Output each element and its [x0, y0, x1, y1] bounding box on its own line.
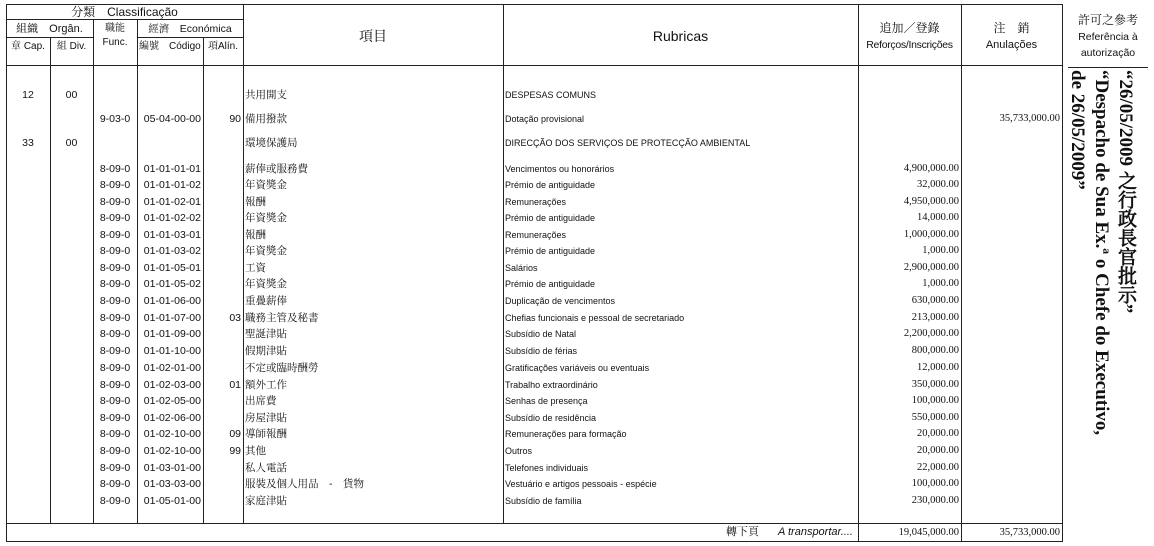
cell-item-zh: 報酬 [245, 196, 266, 208]
cell-func: 8-09-0 [99, 245, 131, 257]
cell-codigo: 01-02-10-00 [143, 428, 201, 440]
header-funcional-zh: 職能 [105, 23, 125, 34]
authorization-stamp [1062, 70, 1144, 530]
cell-rubrica: Vestuário e artigos pessoais - espécie [505, 479, 657, 489]
cell-reforco: 550,000.00 [911, 412, 959, 423]
cell-func: 8-09-0 [99, 495, 131, 507]
header-codigo: 編號 Código [139, 41, 201, 52]
cell-rubrica: Remunerações [505, 230, 567, 240]
cell-cap: 12 [22, 89, 34, 101]
cell-codigo: 01-02-01-00 [143, 362, 201, 374]
cell-codigo: 01-03-01-00 [143, 462, 201, 474]
cell-anulacao: 35,733,000.00 [999, 113, 1060, 124]
cell-codigo: 01-01-06-00 [143, 295, 201, 307]
cell-alinea: 90 [229, 113, 241, 125]
cell-rubrica: Subsídio de férias [505, 346, 578, 356]
cell-rubrica: Gratificações variáveis ou eventuais [505, 363, 650, 373]
cell-rubrica: Vencimentos ou honorários [505, 164, 615, 174]
cell-rubrica: Remunerações para formação [505, 429, 627, 439]
cell-reforco: 1,000,000.00 [903, 229, 959, 240]
cell-item-zh: 年資獎金 [245, 245, 287, 257]
col-rule-reforco [961, 4, 962, 542]
cell-rubrica: Duplicação de vencimentos [505, 296, 616, 306]
rule-referencia [1068, 67, 1148, 68]
cell-codigo: 01-01-01-01 [143, 163, 201, 175]
cell-codigo: 01-01-03-02 [143, 245, 201, 257]
cell-rubrica: Prémio de antiguidade [505, 180, 596, 190]
cell-rubrica: Chefias funcionais e pessoal de secretariado [505, 313, 685, 323]
rule-table-bottom [6, 523, 1062, 524]
cell-func: 8-09-0 [99, 345, 131, 357]
cell-item-zh: 年資獎金 [245, 212, 287, 224]
header-organica: 組織 Orgân. [16, 23, 83, 35]
cell-func: 8-09-0 [99, 462, 131, 474]
cell-item-zh: 家庭津貼 [245, 495, 287, 507]
rule-economica [137, 37, 243, 38]
header-cap: 章 Cap. [11, 41, 45, 52]
cell-item-zh: 職務主管及秘書 [245, 312, 319, 324]
cell-item-zh: 工資 [245, 262, 266, 274]
cell-func: 8-09-0 [99, 179, 131, 191]
footer-label-pt: A transportar.... [778, 526, 853, 538]
cell-rubrica: Trabalho extraordinário [505, 380, 598, 390]
cell-item-zh: 薪俸或服務費 [245, 163, 308, 175]
cell-rubrica: Prémio de antiguidade [505, 246, 596, 256]
cell-alinea: 09 [229, 428, 241, 440]
cell-rubrica: Subsídio de família [505, 496, 582, 506]
stamp-line-3: de 26/05/2009” [1067, 70, 1088, 190]
cell-codigo: 05-04-00-00 [143, 113, 201, 125]
header-reforcos-pt: Reforços/Inscrições [866, 39, 953, 51]
cell-reforco: 4,900,000.00 [903, 163, 959, 174]
cell-item-zh: 導師報酬 [245, 428, 287, 440]
header-div: 組 Div. [56, 41, 87, 52]
header-rubricas: Rubricas [652, 28, 709, 44]
header-anulacoes-zh: 注 銷 [993, 21, 1030, 35]
cell-codigo: 01-01-10-00 [143, 345, 201, 357]
cell-item-zh: 年資獎金 [245, 278, 287, 290]
cell-reforco: 100,000.00 [911, 395, 959, 406]
col-rule-item [503, 4, 504, 523]
cell-alinea: 03 [229, 312, 241, 324]
cell-func: 9-03-0 [99, 113, 131, 125]
cell-div: 00 [65, 89, 78, 101]
cell-rubrica: DIRECÇÃO DOS SERVIÇOS DE PROTECÇÃO AMBIENTAL [505, 138, 751, 148]
cell-item-zh: 其他 [245, 445, 266, 457]
cell-func: 8-09-0 [99, 445, 131, 457]
header-referencia-pt2: autorização [1080, 47, 1136, 59]
cell-func: 8-09-0 [99, 395, 131, 407]
cell-rubrica: DESPESAS COMUNS [505, 90, 597, 100]
cell-alinea: 99 [229, 445, 241, 457]
cell-func: 8-09-0 [99, 328, 131, 340]
cell-codigo: 01-02-06-00 [143, 412, 201, 424]
cell-reforco: 32,000.00 [917, 179, 959, 190]
cell-reforco: 20,000.00 [917, 445, 959, 456]
cell-codigo: 01-01-03-01 [143, 229, 201, 241]
header-item: 項目 [359, 28, 387, 44]
col-rule-alinea [243, 4, 244, 523]
cell-rubrica: Remunerações [505, 197, 567, 207]
cell-reforco: 800,000.00 [911, 345, 959, 356]
cell-reforco: 630,000.00 [911, 295, 959, 306]
cell-reforco: 1,000.00 [922, 245, 959, 256]
header-economica: 經濟 Económica [148, 23, 232, 35]
cell-reforco: 14,000.00 [917, 212, 959, 223]
header-classificacao: 分類 Classificação [71, 5, 178, 19]
cell-reforco: 100,000.00 [911, 478, 959, 489]
cell-reforco: 12,000.00 [917, 362, 959, 373]
cell-func: 8-09-0 [99, 412, 131, 424]
rule-header-bottom [6, 65, 1062, 66]
header-reforcos-zh: 追加／登錄 [879, 21, 940, 35]
cell-rubrica: Dotação provisional [505, 114, 585, 124]
stamp-line-1: “26/05/2009 之行政長官批示” [1115, 70, 1136, 314]
cell-reforco: 213,000.00 [911, 312, 959, 323]
cell-rubrica: Prémio de antiguidade [505, 213, 596, 223]
cell-rubrica: Senhas de presença [505, 396, 588, 406]
cell-codigo: 01-05-01-00 [143, 495, 201, 507]
cell-codigo: 01-01-07-00 [143, 312, 201, 324]
header-referencia-pt1: Referência à [1078, 31, 1138, 43]
footer-total-reforcos: 19,045,000.00 [898, 527, 959, 538]
cell-func: 8-09-0 [99, 428, 131, 440]
header-funcional-pt: Func. [102, 37, 128, 48]
cell-rubrica: Subsídio de Natal [505, 329, 577, 339]
cell-codigo: 01-02-10-00 [143, 445, 201, 457]
header-referencia-zh: 許可之參考 [1077, 13, 1138, 27]
cell-func: 8-09-0 [99, 278, 131, 290]
cell-codigo: 01-01-05-01 [143, 262, 201, 274]
cell-item-zh: 不定或臨時酬勞 [245, 362, 319, 374]
cell-codigo: 01-03-03-00 [143, 478, 201, 490]
cell-func: 8-09-0 [99, 379, 131, 391]
cell-rubrica: Outros [505, 446, 533, 456]
footer-label-zh: 轉下頁 [726, 526, 759, 538]
cell-item-zh: 環境保護局 [245, 137, 298, 149]
cell-codigo: 01-01-02-02 [143, 212, 201, 224]
cell-div: 00 [65, 137, 78, 149]
cell-item-zh: 共用開支 [245, 89, 287, 101]
rule-footer-bottom [6, 541, 1062, 542]
header-alinea: 項Alín. [207, 41, 238, 52]
cell-reforco: 230,000.00 [911, 495, 959, 506]
cell-codigo: 01-01-05-02 [143, 278, 201, 290]
cell-item-zh: 備用撥款 [245, 113, 287, 125]
cell-func: 8-09-0 [99, 362, 131, 374]
cell-rubrica: Subsídio de residência [505, 413, 597, 423]
cell-func: 8-09-0 [99, 229, 131, 241]
cell-item-zh: 假期津貼 [245, 345, 287, 357]
col-rule-cap [50, 37, 51, 523]
cell-func: 8-09-0 [99, 196, 131, 208]
cell-reforco: 2,900,000.00 [903, 262, 959, 273]
footer-total-anulacoes: 35,733,000.00 [999, 527, 1060, 538]
cell-func: 8-09-0 [99, 295, 131, 307]
cell-reforco: 1,000.00 [922, 278, 959, 289]
cell-cap: 33 [22, 137, 34, 149]
cell-func: 8-09-0 [99, 478, 131, 490]
cell-item-zh: 私人電話 [245, 462, 287, 474]
cell-codigo: 01-02-03-00 [143, 379, 201, 391]
cell-item-zh: 聖誕津貼 [245, 328, 287, 340]
cell-rubrica: Salários [505, 263, 538, 273]
cell-reforco: 350,000.00 [911, 379, 959, 390]
cell-reforco: 22,000.00 [917, 462, 959, 473]
col-rule-0 [6, 4, 7, 542]
cell-item-zh: 報酬 [245, 229, 266, 241]
cell-reforco: 2,200,000.00 [903, 328, 959, 339]
cell-func: 8-09-0 [99, 212, 131, 224]
cell-item-zh: 額外工作 [245, 379, 287, 391]
cell-codigo: 01-01-09-00 [143, 328, 201, 340]
cell-item-zh: 年資獎金 [245, 179, 287, 191]
rule-classificacao [6, 19, 243, 20]
header-anulacoes-pt: Anulações [985, 39, 1038, 51]
cell-func: 8-09-0 [99, 163, 131, 175]
cell-codigo: 01-02-05-00 [143, 395, 201, 407]
cell-item-zh: 房屋津貼 [245, 412, 287, 424]
cell-codigo: 01-01-02-01 [143, 196, 201, 208]
cell-item-zh: 服裝及個人用品 - 貨物 [245, 478, 364, 490]
cell-alinea: 01 [229, 379, 241, 391]
cell-item-zh: 重疊薪俸 [245, 295, 287, 307]
cell-func: 8-09-0 [99, 262, 131, 274]
cell-rubrica: Prémio de antiguidade [505, 279, 596, 289]
cell-rubrica: Telefones individuais [505, 463, 589, 473]
cell-reforco: 4,950,000.00 [903, 196, 959, 207]
cell-func: 8-09-0 [99, 312, 131, 324]
stamp-line-2: “Despacho de Sua Ex.ª o Chefe do Executivo, [1091, 70, 1112, 436]
cell-codigo: 01-01-01-02 [143, 179, 201, 191]
cell-reforco: 20,000.00 [917, 428, 959, 439]
cell-item-zh: 出席費 [245, 395, 277, 407]
